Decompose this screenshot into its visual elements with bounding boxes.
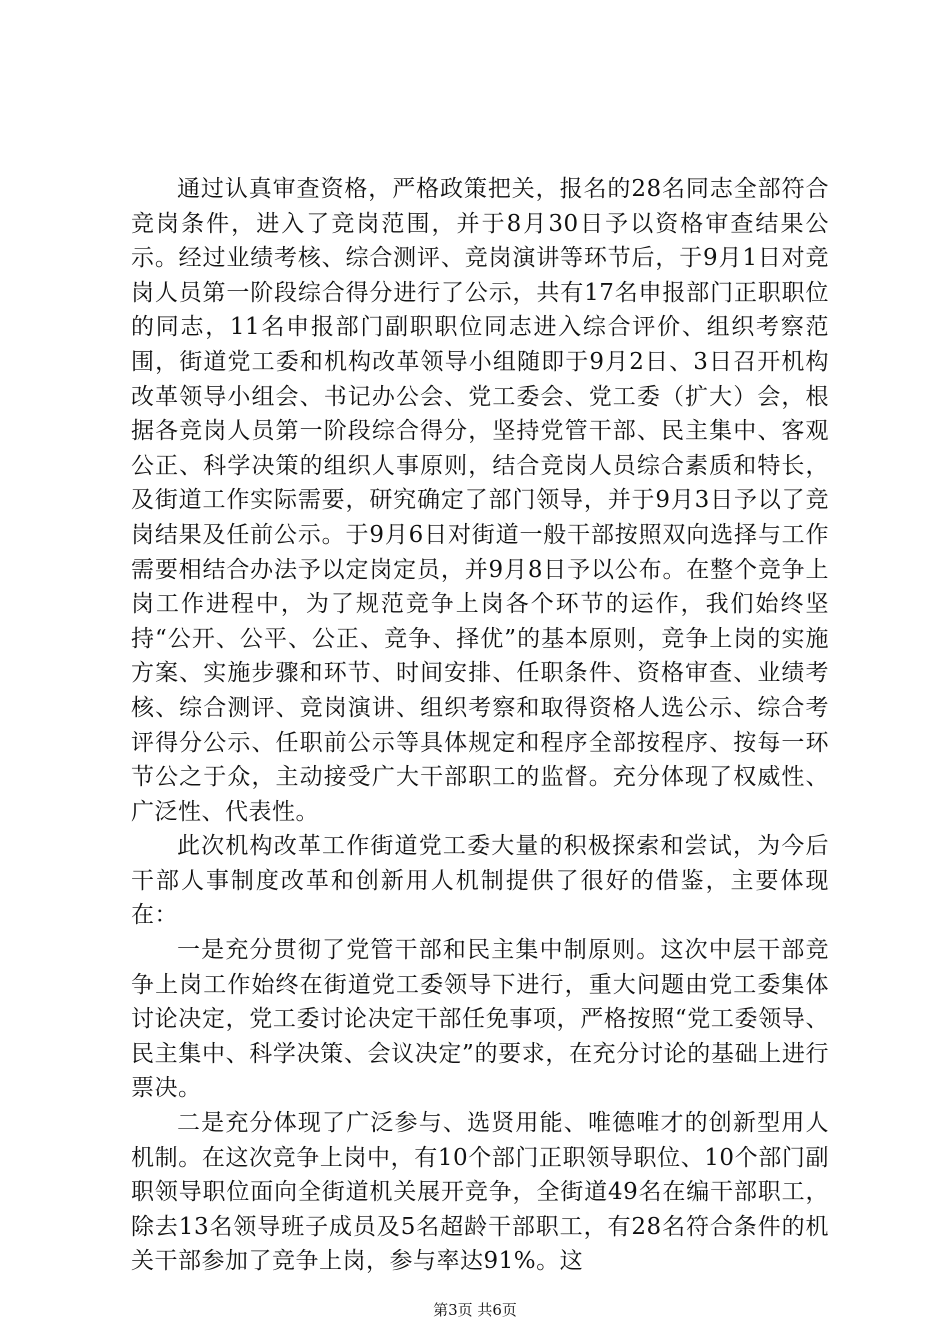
document-body [131,172,829,1279]
page-number-footer: 第3页 共6页 [433,1301,517,1319]
paragraph-4: 二是充分体现了广泛参与、选贤用能、唯德唯才的创新型用人机制。在这次竞争上岗中，有10个部门正职领导职位、10个部门副职领导职位面向全街道机关展开竞争，全街道49名在编干部职工，除去13名领导班子成员及5名超龄干部职工，有28名符合条件的机关干部参加了竞争上岗，参与率达91%。这 [131,1110,829,1275]
paragraph-2: 此次机构改革工作街道党工委大量的积极探索和尝试，为今后干部人事制度改革和创新用人机制提供了很好的借鉴，主要体现在： [131,833,829,929]
paragraph-3: 一是充分贯彻了党管干部和民主集中制原则。这次中层干部竞争上岗工作始终在街道党工委领导下进行，重大问题由党工委集体讨论决定，党工委讨论决定干部任免事项，严格按照“党工委领导、民主集中、科学决策、会议决定”的要求，在充分讨论的基础上进行票决。 [131,937,829,1102]
paragraph-1: 通过认真审查资格，严格政策把关，报名的28名同志全部符合竞岗条件，进入了竞岗范围，并于8月30日予以资格审查结果公示。经过业绩考核、综合测评、竞岗演讲等环节后，于9月1日对竞岗人员第一阶段综合得分进行了公示，共有17名申报部门正职职位的同志，11名申报部门副职职位同志进入综合评价、组织考察范围，街道党工委和机构改革领导小组随即于9月2日、3日召开机构改革领导小组会、书记办公会、党工委会、党工委（扩大）会，根据各竞岗人员第一阶段综合得分，坚持党管干部、民主集中、客观公正、科学决策的组织人事原则，结合竞岗人员综合素质和特长，及街道工作实际需要，研究确定了部门领导，并于9月3日予以了竞岗结果及任前公示。于9月6日对街道一般干部按照双向选择与工作需要相结合办法予以定岗定员，并9月8日予以公布。在整个竞争上岗工作进程中，为了规范竞争上岗各个环节的运作，我们始终坚持“公开、公平、公正、竞争、择优”的基本原则，竞争上岗的实施方案、实施步骤和环节、时间安排、任职条件、资格审查、业绩考核、综合测评、竞岗演讲、组织考察和取得资格人选公示、综合考评得分公示、任职前公示等具体规定和程序全部按程序、按每一环节公之于众，主动接受广大干部职工的监督。充分体现了权威性、广泛性、代表性。 [131,176,829,825]
